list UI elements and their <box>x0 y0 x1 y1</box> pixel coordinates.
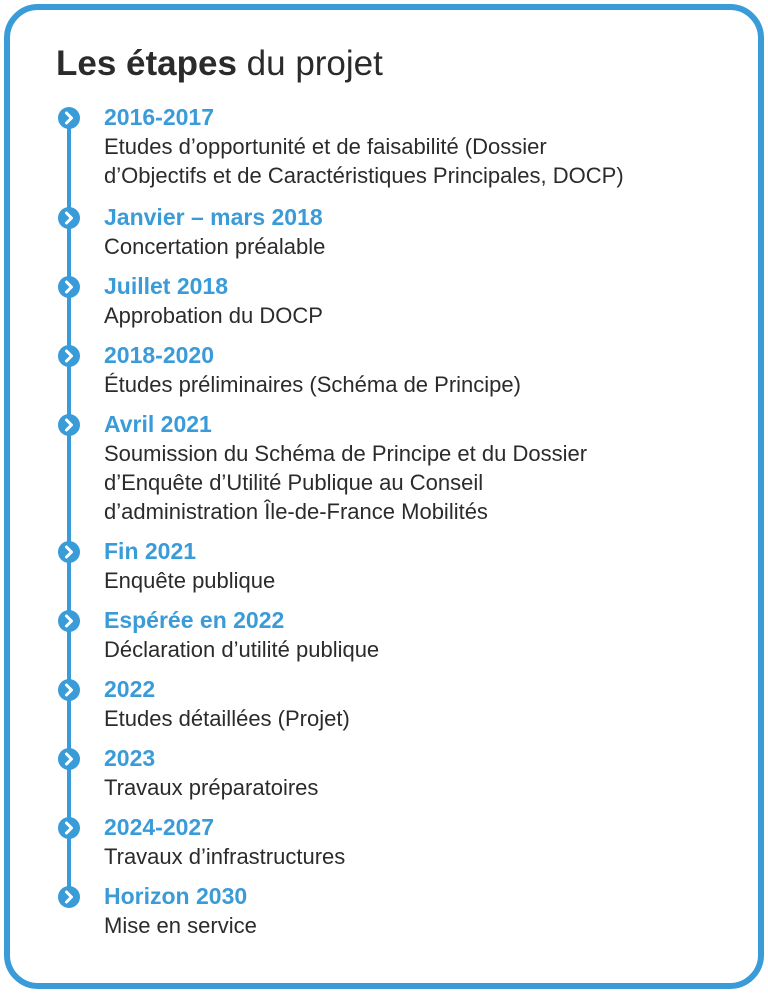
step-date: 2023 <box>104 745 156 771</box>
timeline-line <box>67 115 71 895</box>
step-date: Janvier – mars 2018 <box>104 204 323 230</box>
chevron-right-circle-icon <box>58 207 80 229</box>
step-date: Espérée en 2022 <box>104 607 285 633</box>
timeline-step <box>104 203 724 261</box>
step-description-line: Études préliminaires (Schéma de Principe) <box>104 372 521 397</box>
step-description-line: Etudes d’opportunité et de faisabilité (Dossier <box>104 134 547 159</box>
chevron-right-circle-icon <box>58 817 80 839</box>
chevron-right-circle-icon <box>58 107 80 129</box>
step-date: 2016-2017 <box>104 104 214 130</box>
timeline-step <box>104 744 724 802</box>
timeline-step <box>104 537 724 595</box>
timeline-step <box>104 272 724 330</box>
timeline-step <box>104 103 724 190</box>
step-description-line: d’Objectifs et de Caractéristiques Principales, DOCP) <box>104 163 624 188</box>
step-description-line: Travaux d’infrastructures <box>104 844 346 869</box>
step-description-line: Approbation du DOCP <box>104 303 323 328</box>
step-description-line: Mise en service <box>104 913 257 938</box>
step-date: 2018-2020 <box>104 342 214 368</box>
step-description-line: Concertation préalable <box>104 234 326 259</box>
chevron-right-circle-icon <box>58 414 80 436</box>
timeline-step <box>104 606 724 664</box>
step-date: Juillet 2018 <box>104 273 229 299</box>
chevron-right-circle-icon <box>58 276 80 298</box>
step-description-line: Déclaration d’utilité publique <box>104 637 380 662</box>
timeline-step <box>104 813 724 871</box>
title-strong: Les étapes <box>56 44 237 83</box>
step-date: 2024-2027 <box>104 814 214 840</box>
step-date: Horizon 2030 <box>104 883 248 909</box>
step-description-line: Enquête publique <box>104 568 276 593</box>
chevron-right-circle-icon <box>58 345 80 367</box>
title-rest: du projet <box>236 44 383 83</box>
step-description-line: Etudes détaillées (Projet) <box>104 706 350 731</box>
chevron-right-circle-icon <box>58 748 80 770</box>
step-date: Fin 2021 <box>104 538 197 564</box>
step-date: 2022 <box>104 676 156 702</box>
step-description-line: Travaux préparatoires <box>104 775 319 800</box>
step-description-line: Soumission du Schéma de Principe et du Dossier <box>104 441 588 466</box>
chevron-right-circle-icon <box>58 679 80 701</box>
step-description-line: d’administration Île-de-France Mobilités <box>104 499 488 524</box>
chevron-right-circle-icon <box>58 886 80 908</box>
timeline-step <box>104 341 724 399</box>
timeline-step <box>104 675 724 733</box>
timeline-step <box>104 410 724 526</box>
timeline-step <box>104 882 724 940</box>
step-date: Avril 2021 <box>104 411 212 437</box>
page-title <box>56 42 383 86</box>
chevron-right-circle-icon <box>58 610 80 632</box>
step-description-line: d’Enquête d’Utilité Publique au Conseil <box>104 470 484 495</box>
chevron-right-circle-icon <box>58 541 80 563</box>
